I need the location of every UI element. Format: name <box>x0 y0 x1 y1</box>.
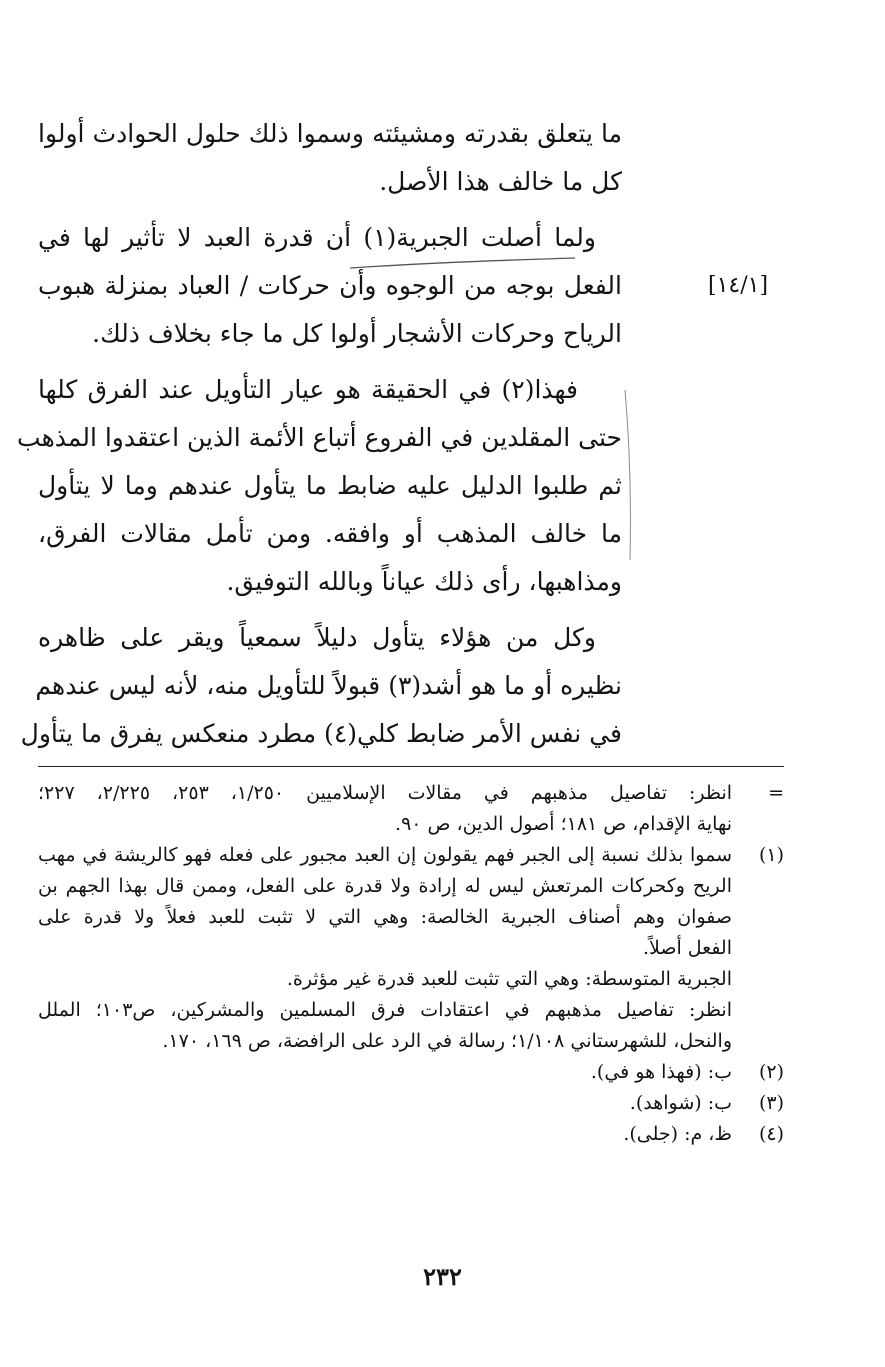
footnote-line <box>38 1119 784 1150</box>
main-text-body <box>17 110 622 758</box>
footnote-line <box>38 1057 784 1088</box>
footnote-line <box>38 964 784 995</box>
main-text-line: وكل من هؤلاء يتأول دليلاً سمعياً ويقر على ظاهره <box>38 623 596 652</box>
main-text-line: ما خالف المذهب أو وافقه. ومن تأمل مقالات الفرق، <box>38 519 622 548</box>
footnote-line <box>38 871 784 902</box>
main-text-line: كل ما خالف هذا الأصل. <box>379 167 622 196</box>
margin-reference: [١٤/١] <box>708 273 769 298</box>
footnote-line <box>38 933 784 964</box>
main-text-line: ثم طلبوا الدليل عليه ضابط ما يتأول عندهم وما لا يتأول <box>38 471 622 500</box>
main-text-line: ومذاهبها، رأى ذلك عياناً وبالله التوفيق. <box>226 567 622 596</box>
paragraph-gap <box>38 206 622 214</box>
pen-bracket-stroke <box>625 390 630 560</box>
footnote-divider <box>38 766 784 767</box>
footnote-marker: (٢) <box>758 1061 784 1083</box>
footnote-marker: (١) <box>758 844 784 866</box>
footnote-line <box>38 840 784 871</box>
main-text-line: ولما أصلت الجبرية(١) أن قدرة العبد لا تأثير لها في <box>38 223 596 252</box>
main-text-line: فهذا(٢) في الحقيقة هو عيار التأويل عند الفرق كلها <box>38 375 578 404</box>
footnote-text: ظ، م: (جلى). <box>623 1123 732 1145</box>
footnote-text: صفوان وهم أصناف الجبرية الخالصة: وهي التي لا تثبت للعبد فعلاً ولا قدرة على <box>38 906 732 928</box>
page-number: ٢٣٢ <box>423 1262 462 1291</box>
footnote-marker: (٤) <box>758 1123 784 1145</box>
footnote-text: انظر: تفاصيل مذهبهم في اعتقادات فرق المسلمين والمشركين، ص١٠٣؛ الملل <box>38 999 732 1021</box>
footnote-text: ب: (فهذا هو في). <box>590 1061 732 1083</box>
paragraph-gap <box>38 358 622 366</box>
footnote-text: سموا بذلك نسبة إلى الجبر فهم يقولون إن العبد مجبور على فعله فهو كالريشة في مهب <box>38 844 732 866</box>
footnote-text: الريح وكحركات المرتعش ليس له إرادة ولا قدرة على الفعل، وممن قال بهذا الجهم بن <box>38 875 732 897</box>
footnote-text: الفعل أصلاً. <box>642 937 732 959</box>
footnote-text: نهاية الإقدام، ص ١٨١؛ أصول الدين، ص ٩٠. <box>395 813 732 835</box>
main-text-line: في نفس الأمر ضابط كلي(٤) مطرد منعكس يفرق ما يتأول <box>20 719 622 748</box>
footnote-text: ب: (شواهد). <box>629 1092 732 1114</box>
paragraph-gap <box>38 606 622 614</box>
footnote-text: والنحل، للشهرستاني ١/١٠٨؛ رسالة في الرد على الرافضة، ص ١٦٩، ١٧٠. <box>162 1030 732 1052</box>
footnote-line <box>38 778 784 809</box>
main-text-line: حتى المقلدين في الفروع أتباع الأئمة الذين اعتقدوا المذهب <box>17 423 622 452</box>
footnote-line <box>38 1026 784 1057</box>
footnote-line <box>38 809 784 840</box>
main-text-line: الفعل بوجه من الوجوه وأن حركات / العباد بمنزلة هبوب <box>38 271 622 300</box>
main-text-line: الرياح وحركات الأشجار أولوا كل ما جاء بخلاف ذلك. <box>92 319 622 348</box>
footnotes-section <box>38 778 784 1150</box>
footnote-line <box>38 902 784 933</box>
footnote-line <box>38 995 784 1026</box>
main-text-line: ما يتعلق بقدرته ومشيئته وسموا ذلك حلول الحوادث أولوا <box>38 119 622 148</box>
footnote-text: انظر: تفاصيل مذهبهم في مقالات الإسلاميين ١/٢٥٠، ٢٥٣، ٢/٢٢٥، ٢٢٧؛ <box>38 782 733 804</box>
main-text-line: نظيره أو ما هو أشد(٣) قبولاً للتأويل منه، لأنه ليس عندهم <box>35 671 622 700</box>
footnote-line <box>38 1088 784 1119</box>
footnote-text: الجبرية المتوسطة: وهي التي تثبت للعبد قدرة غير مؤثرة. <box>286 968 732 990</box>
footnote-marker: = <box>768 782 784 804</box>
footnote-marker: (٣) <box>758 1092 784 1114</box>
